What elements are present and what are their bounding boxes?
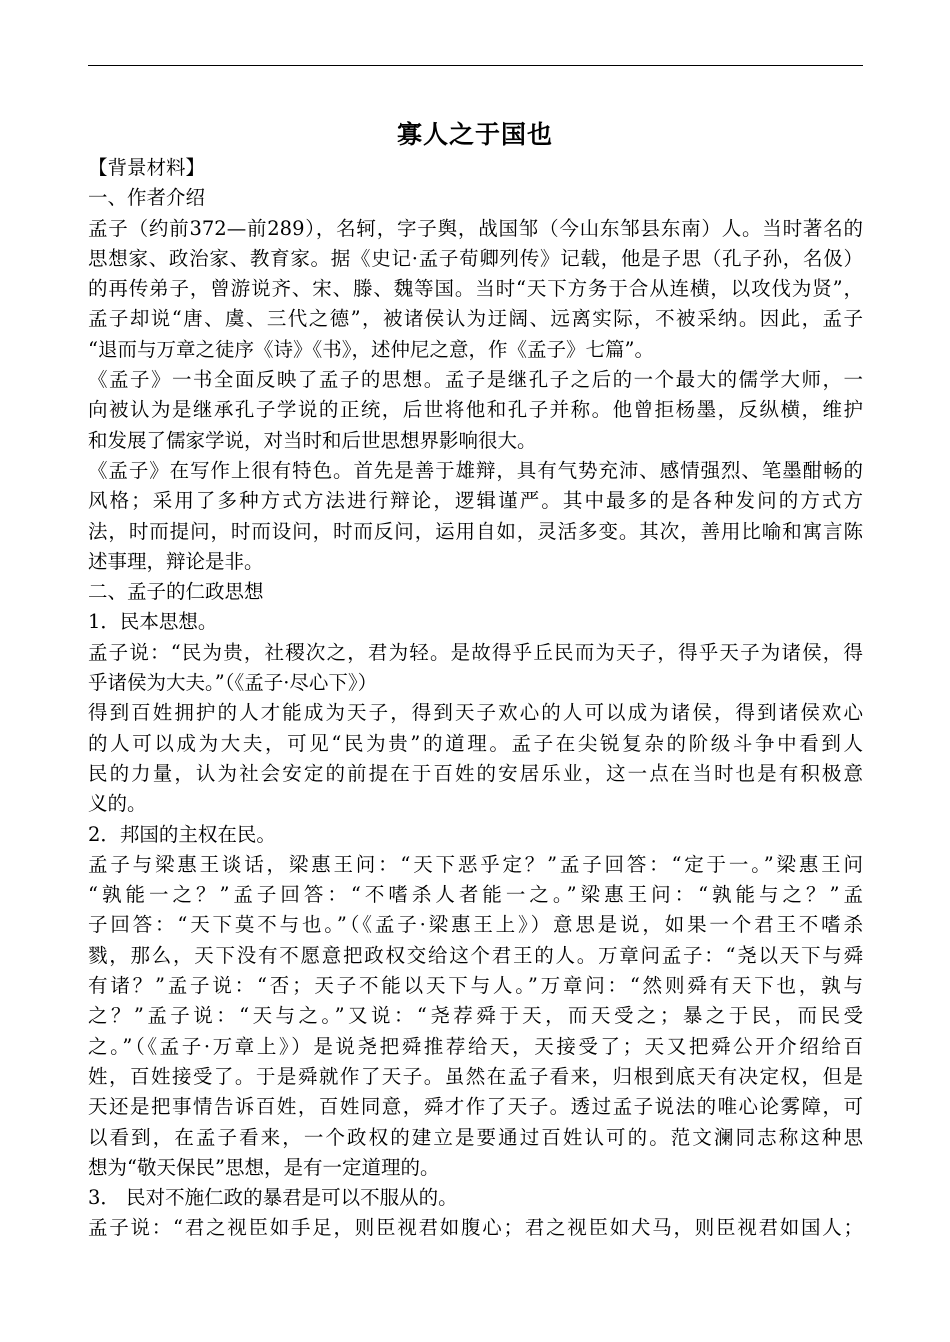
text-line: 《孟子》在写作上很有特色。首先是善于雄辩，具有气势充沛、感情强烈、笔墨酣畅的	[88, 458, 863, 482]
text-line: 法，时而提问，时而设问，时而反问，运用自如，灵活多变。其次，善用比喻和寓言陈	[88, 519, 863, 543]
text-line: 之？”孟子说：“天与之。”又说：“尧荐舜于天，而天受之；暴之于民，而民受	[88, 1004, 863, 1028]
text-line: 想为“敬天保民”思想，是有一定道理的。	[88, 1155, 440, 1179]
text-line: 的人可以成为大夫，可见“民为贵”的道理。孟子在尖锐复杂的阶级斗争中看到人	[88, 731, 863, 755]
text-line: 向被认为是继承孔子学说的正统，后世将他和孔子并称。他曾拒杨墨，反纵横，维护	[88, 398, 863, 422]
text-line: 2．邦国的主权在民。	[88, 822, 276, 846]
text-line: 和发展了儒家学说，对当时和后世思想界影响很大。	[88, 428, 537, 452]
header-rule	[88, 65, 863, 66]
text-line: 民的力量，认为社会安定的前提在于百姓的安居乐业，这一点在当时也是有积极意	[88, 761, 863, 785]
text-line: 3． 民对不施仁政的暴君是可以不服从的。	[88, 1186, 458, 1210]
text-line: 述事理，辩论是非。	[88, 549, 264, 573]
text-line: 《孟子》一书全面反映了孟子的思想。孟子是继孔子之后的一个最大的儒学大师，一	[88, 368, 863, 392]
text-line: 孟子（约前372—前289），名轲，字子舆，战国邹（今山东邹县东南）人。当时著名的	[88, 216, 863, 240]
text-line: 孟子却说“唐、虞、三代之德”，被诸侯认为迂阔、远离实际，不被采纳。因此，孟子	[88, 307, 863, 331]
text-line: 戮，那么，天下没有不愿意把政权交给这个君王的人。万章问孟子：“尧以天下与舜	[88, 943, 863, 967]
text-line: 得到百姓拥护的人才能成为天子，得到天子欢心的人可以成为诸侯，得到诸侯欢心	[88, 701, 863, 725]
text-line: 【背景材料】	[88, 156, 206, 179]
text-line: 孟子说：“君之视臣如手足，则臣视君如腹心；君之视臣如犬马，则臣视君如国人；	[88, 1216, 863, 1240]
text-line: 之。”（《孟子·万章上》）是说尧把舜推荐给天，天接受了；天又把舜公开介绍给百	[88, 1034, 863, 1058]
text-line: 一、作者介绍	[88, 186, 206, 210]
text-line: 天还是把事情告诉百姓，百姓同意，舜才作了天子。透过孟子说法的唯心论雾障，可	[88, 1095, 863, 1119]
text-line: 有诸？”孟子说：“否；天子不能以天下与人。”万章问：“然则舜有天下也，孰与	[88, 974, 863, 998]
text-line: 义的。	[88, 792, 147, 816]
text-line: “孰能一之？”孟子回答：“不嗜杀人者能一之。”梁惠王问：“孰能与之？”孟	[88, 883, 863, 907]
text-line: 子回答：“天下莫不与也。”（《孟子·梁惠王上》）意思是说，如果一个君王不嗜杀	[88, 913, 863, 937]
text-line: 二、孟子的仁政思想	[88, 580, 264, 604]
text-line: 以看到，在孟子看来，一个政权的建立是要通过百姓认可的。范文澜同志称这种思	[88, 1125, 863, 1149]
text-line: 1．民本思想。	[88, 610, 218, 634]
text-line: 的再传弟子，曾游说齐、宋、滕、魏等国。当时“天下方务于合从连横，以攻伐为贤”，	[88, 277, 863, 301]
page-title: 寡人之于国也	[396, 120, 553, 149]
text-line: 姓，百姓接受了。于是舜就作了天子。虽然在孟子看来，归根到底天有决定权，但是	[88, 1064, 863, 1088]
text-line: 风格；采用了多种方式方法进行辩论，逻辑谨严。其中最多的是各种发问的方式方	[88, 489, 863, 513]
text-line: 孟子与梁惠王谈话，梁惠王问：“天下恶乎定？”孟子回答：“定于一。”梁惠王问	[88, 852, 863, 876]
document-body	[88, 153, 863, 1244]
text-line: 孟子说：“民为贵，社稷次之，君为轻。是故得乎丘民而为天子，得乎天子为诸侯，得	[88, 640, 863, 664]
text-line: 思想家、政治家、教育家。据《史记·孟子荀卿列传》记载，他是子思（孔子孙，名伋）	[88, 246, 863, 270]
text-line: 乎诸侯为大夫。”（《孟子·尽心下》）	[88, 671, 378, 695]
text-line: “退而与万章之徒序《诗》《书》，述仲尼之意，作《孟子》七篇”。	[88, 337, 654, 361]
